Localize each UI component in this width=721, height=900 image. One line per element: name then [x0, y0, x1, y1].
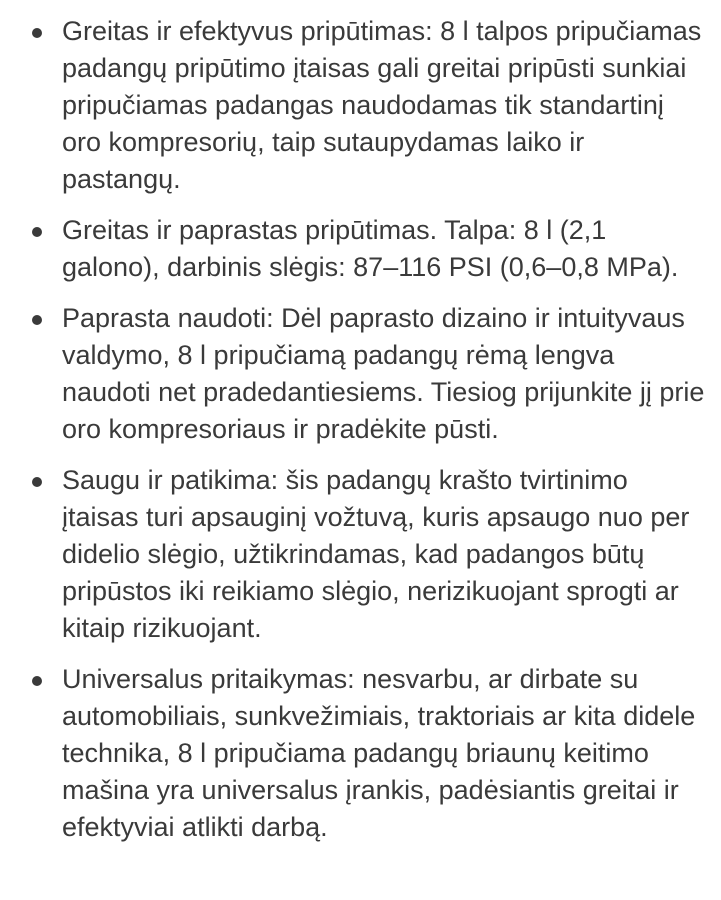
list-item — [0, 212, 721, 286]
bullet-dot-icon — [32, 676, 42, 686]
list-item-text: Greitas ir efektyvus pripūtimas: 8 l talpos pripučiamas padangų pripūtimo įtaisas gali greitai pripūsti sunkiai pripučiamas padangas naudodamas tik standartinį oro kompresorių, taip sutaupydamas laiko ir pastangų. — [62, 16, 702, 194]
list-item — [0, 661, 721, 846]
list-item-text: Greitas ir paprastas pripūtimas. Talpa: 8 l (2,1 galono), darbinis slėgis: 87–116 PSI (0,6–0,8 MPa). — [62, 215, 679, 282]
bullet-dot-icon — [32, 477, 42, 487]
list-item-text: Saugu ir patikima: šis padangų krašto tvirtinimo įtaisas turi apsauginį vožtuvą, kuris apsaugo nuo per didelio slėgio, užtikrindamas, kad padangos būtų pripūstos iki reikiamo slėgio, nerizikuojant sprogti ar kitaip rizikuojant. — [62, 465, 690, 643]
bullet-dot-icon — [32, 227, 42, 237]
list-item — [0, 0, 721, 198]
bullet-dot-icon — [32, 28, 42, 38]
list-item-text: Universalus pritaikymas: nesvarbu, ar dirbate su automobiliais, sunkvežimiais, traktoriais ar kita didele technika, 8 l pripučiama padangų briaunų keitimo mašina yra universalus įrankis, padėsiantis greitai ir efektyviai atlikti darbą. — [62, 664, 696, 842]
list-item — [0, 300, 721, 448]
list-item — [0, 462, 721, 647]
list-item-text: Paprasta naudoti: Dėl paprasto dizaino ir intuityvaus valdymo, 8 l pripučiamą padangų rėmą lengva naudoti net pradedantiesiems. Tiesiog prijunkite jį prie oro kompresoriaus ir pradėkite pūsti. — [62, 303, 705, 444]
bullet-dot-icon — [32, 315, 42, 325]
